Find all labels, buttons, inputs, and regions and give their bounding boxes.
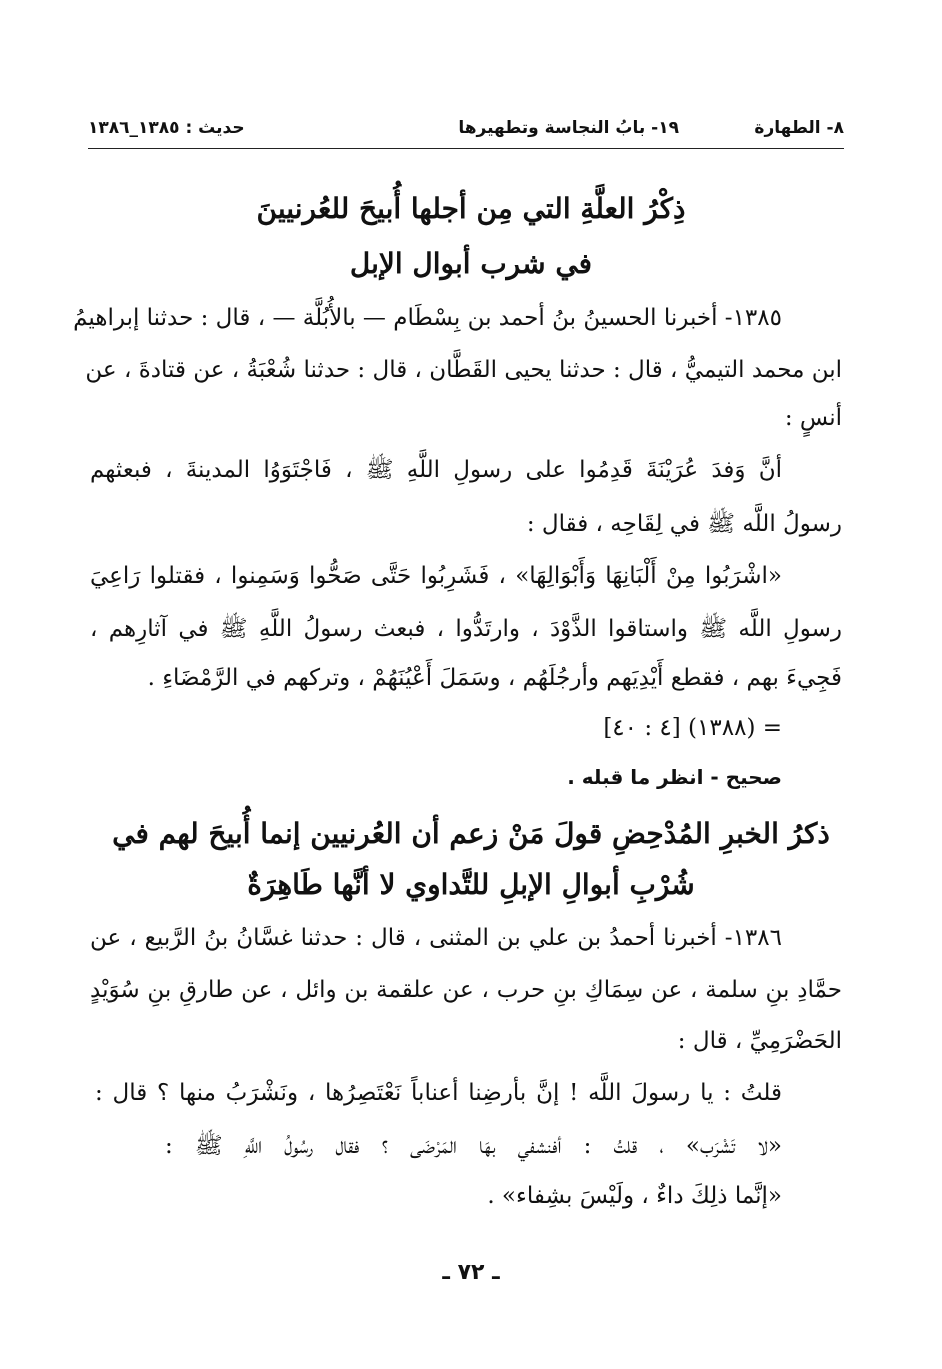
section1-matn-line: فَجِيءَ بهم ، فقطع أَيْدِيَهم وأرجُلَهُم ، وسَمَلَ أَعْيُنَهُمْ ، وتركهم في الرَّمْضَاءِ . (147, 665, 842, 691)
section2-matn-line: «إنَّما ذلِكَ داءٌ ، ولَيْسَ بشِفاء» . (487, 1183, 782, 1209)
section1-matn-line: «اشْرَبُوا مِنْ أَلْبَانِهَا وَأَبْوَالِهَا» ، فَشَرِبُوا حَتَّى صَحُّوا وَسَمِنوا ، فقتلوا رَاعِيَ (90, 563, 782, 589)
section2-matn-line: قلتُ : يا رسولَ اللَّه ! إنَّ بأرضِنا أعناباً نَعْتَصِرُها ، ونَشْرَبُ منها ؟ قال : (95, 1080, 782, 1106)
section2-matn-line: «لا تَشْرَب» ، قلتُ : أفنشفي بهَا المَرْضَى ؟ فقال رسُولُ اللَّهِ ﷺ : (165, 1133, 782, 1159)
section2-title-line1: ذكرُ الخبرِ المُدْحِضِ قولَ مَنْ زعم أن العُرنيين إنما أُبيحَ لهم في (112, 817, 830, 850)
section1-matn-line: رسولِ اللَّه ﷺ واستاقوا الذَّوْدَ ، وارتَدُّوا ، فبعث رسولُ اللَّهِ ﷺ في آثارِهم ، (90, 616, 842, 642)
hadith-grade: صحيح - انظر ما قبله . (567, 765, 782, 789)
section2-isnad-line: ١٣٨٦- أخبرنا أحمدُ بن علي بن المثنى ، قال : حدثنا غسَّانُ بنُ الرَّبيع ، عن (90, 925, 782, 951)
section2-title-line2: شُرْبِ أبوالِ الإبلِ للتَّداوي لا أنَّها طَاهِرَةٌ (247, 868, 695, 901)
section1-matn-line: رسولُ اللَّه ﷺ في لِقَاحِه ، فقال : (526, 511, 842, 537)
section1-isnad-line: أنسٍ : (784, 405, 842, 431)
section1-title-line1: ذِكْرُ العلَّةِ التي مِن أجلها أُبيحَ للعُرنيينَ (256, 192, 686, 225)
page-number: ـ ٧٢ ـ (442, 1260, 500, 1285)
running-header (88, 112, 844, 149)
section1-isnad-line: ابن محمد التيميُّ ، قال : حدثنا يحيى القَطَّان ، قال : حدثنا شُعْبَةُ ، عن قتادةَ ، عن (85, 357, 842, 383)
header-section: ١٩- بابُ النجاسة وتطهيرها (458, 118, 679, 138)
section2-isnad-line: الحَضْرَمِيِّ ، قال : (677, 1028, 842, 1054)
header-hadith-range: حديث : ١٣٨٥_١٣٨٦ (88, 118, 245, 138)
section2-isnad-line: حمَّادِ بنِ سلمة ، عن سِمَاكِ بنِ حرب ، عن علقمة بن وائل ، عن طارقِ بنِ سُوَيْدٍ (90, 977, 842, 1003)
section1-matn-line: أنَّ وَفدَ عُرَيْنَةَ قَدِمُوا على رسولِ اللَّهِ ﷺ ، فَاجْتَوَوُا المدينةَ ، فبعثهم (90, 457, 782, 483)
cross-reference: = (١٣٨٨) [٤ : ٤٠] (603, 715, 782, 741)
section1-title-line2: في شرب أبوال الإبل (349, 247, 593, 280)
header-chapter: ٨- الطهارة (754, 118, 844, 138)
section1-isnad-line: ١٣٨٥- أخبرنا الحسينُ بنُ أحمد بن بِسْطَام — بالأُبُلَّة — ، قال : حدثنا إبراهيمُ (73, 305, 782, 331)
